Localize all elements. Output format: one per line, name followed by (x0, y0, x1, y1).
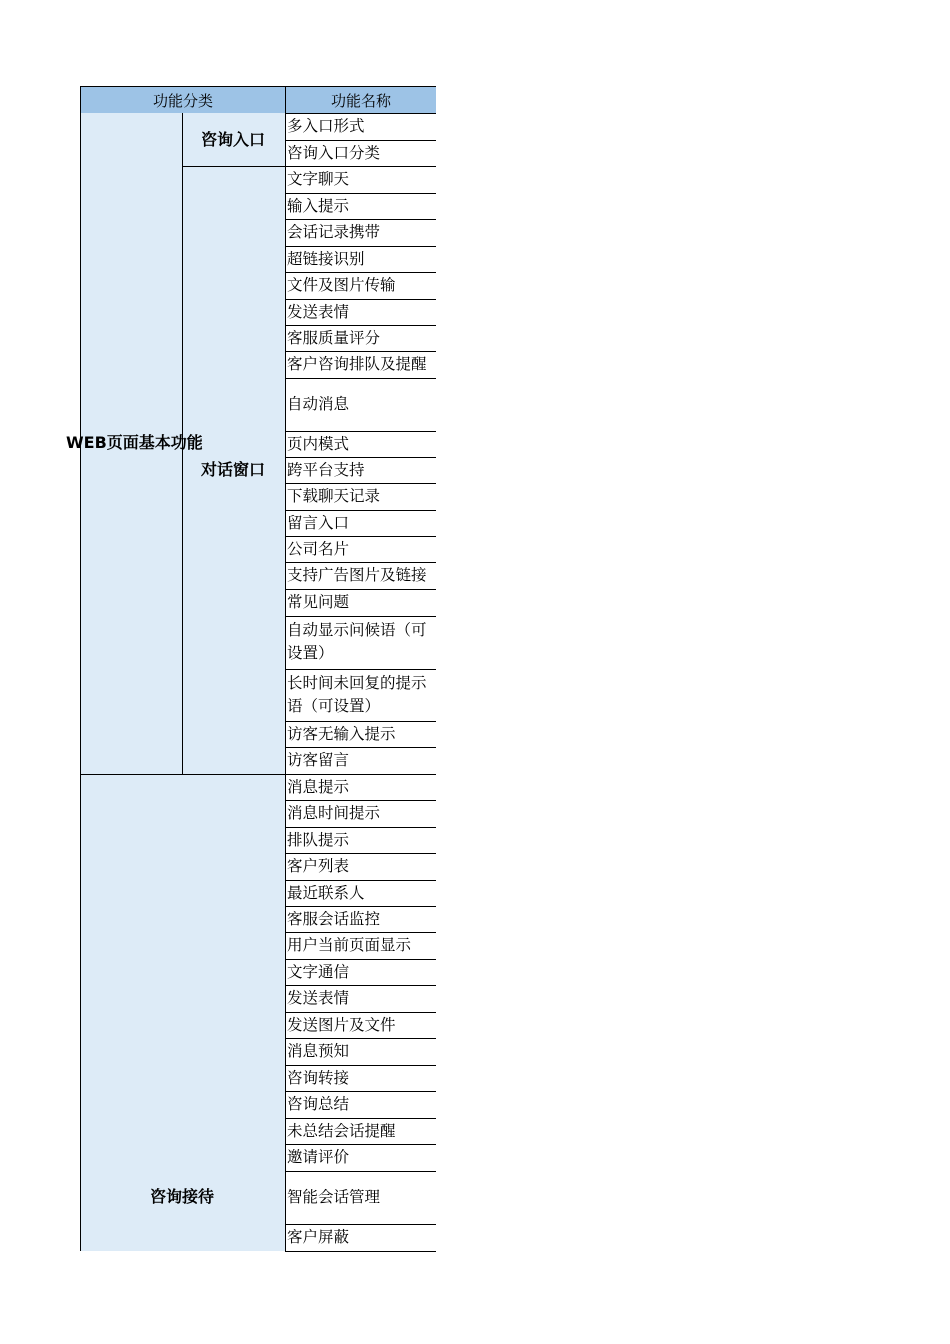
row-border (285, 932, 436, 933)
row-border (285, 1091, 436, 1092)
category-reception-block (80, 774, 285, 1251)
feature-name: 长时间未回复的提示语（可设置） (287, 674, 427, 715)
row-border (285, 669, 436, 670)
row-border (285, 985, 436, 986)
row-border (285, 457, 436, 458)
feature-name: 发送图片及文件 (287, 1016, 396, 1034)
row-border (285, 536, 436, 537)
feature-name: 公司名片 (287, 540, 350, 558)
row-border (285, 1118, 436, 1119)
category-web-label: WEB页面基本功能 (66, 433, 203, 452)
feature-name: 用户当前页面显示 (287, 936, 412, 954)
feature-name: 文字通信 (287, 963, 350, 981)
feature-name: 支持广告图片及链接 (287, 566, 427, 584)
row-border (285, 1065, 436, 1066)
row-border (285, 827, 436, 828)
feature-name: 会话记录携带 (287, 223, 381, 241)
feature-name: 咨询总结 (287, 1095, 350, 1113)
row-border (285, 299, 436, 300)
row-border (285, 906, 436, 907)
feature-name: 超链接识别 (287, 250, 365, 268)
row-border (285, 351, 436, 352)
feature-name: 留言入口 (287, 514, 350, 532)
border-left (80, 86, 81, 1251)
feature-name: 邀请评价 (287, 1148, 350, 1166)
feature-name: 客户列表 (287, 857, 350, 875)
row-border (285, 747, 436, 748)
feature-name: 访客留言 (287, 751, 350, 769)
feature-name: 排队提示 (287, 831, 350, 849)
row-border (285, 1171, 436, 1172)
row-border (285, 853, 436, 854)
feature-name: 客户屏蔽 (287, 1228, 350, 1246)
row-border (285, 959, 436, 960)
feature-name: 消息时间提示 (287, 804, 381, 822)
row-border (285, 431, 436, 432)
category-reception-label: 咨询接待 (150, 1187, 215, 1206)
row-border (285, 880, 436, 881)
feature-name: 发送表情 (287, 303, 350, 321)
row-border (285, 721, 436, 722)
feature-name: 多入口形式 (287, 117, 365, 135)
row-border (285, 562, 436, 563)
feature-name: 咨询入口分类 (287, 144, 381, 162)
border-entry-bottom (182, 166, 285, 167)
feature-name: 访客无输入提示 (287, 725, 396, 743)
row-border (285, 378, 436, 379)
row-border (285, 272, 436, 273)
row-border (285, 510, 436, 511)
header-name: 功能名称 (285, 86, 436, 114)
feature-name: 客服质量评分 (287, 329, 381, 347)
feature-name: 客户咨询排队及提醒 (287, 355, 427, 373)
row-border (285, 1038, 436, 1039)
feature-name: 智能会话管理 (287, 1188, 381, 1206)
row-border (285, 800, 436, 801)
row-border (285, 616, 436, 617)
category-entry-label: 咨询入口 (201, 130, 266, 149)
row-border (285, 166, 436, 167)
row-border (285, 246, 436, 247)
feature-name: 咨询转接 (287, 1069, 350, 1087)
feature-name: 常见问题 (287, 593, 350, 611)
row-border (285, 193, 436, 194)
feature-name: 自动显示问候语（可设置） (287, 621, 427, 662)
feature-name: 发送表情 (287, 989, 350, 1007)
row-border (285, 774, 436, 775)
row-border (285, 1144, 436, 1145)
feature-name: 最近联系人 (287, 884, 365, 902)
row-border (285, 589, 436, 590)
feature-name: 页内模式 (287, 435, 350, 453)
feature-name: 下载聊天记录 (287, 487, 381, 505)
feature-name: 自动消息 (287, 395, 350, 413)
feature-name: 消息预知 (287, 1042, 350, 1060)
category-dialog-label: 对话窗口 (201, 460, 266, 479)
row-border (285, 140, 436, 141)
row-border (285, 1224, 436, 1225)
feature-name: 客服会话监控 (287, 910, 381, 928)
feature-name: 跨平台支持 (287, 461, 365, 479)
row-border (285, 325, 436, 326)
row-border (285, 1012, 436, 1013)
feature-name: 文件及图片传输 (287, 276, 396, 294)
feature-name: 文字聊天 (287, 170, 350, 188)
feature-name: 消息提示 (287, 778, 350, 796)
border-web-bottom (80, 774, 285, 775)
row-border (285, 483, 436, 484)
feature-name: 未总结会话提醒 (287, 1122, 396, 1140)
feature-name: 输入提示 (287, 197, 350, 215)
row-border (285, 1251, 436, 1252)
row-border (285, 219, 436, 220)
header-category: 功能分类 (80, 86, 286, 114)
